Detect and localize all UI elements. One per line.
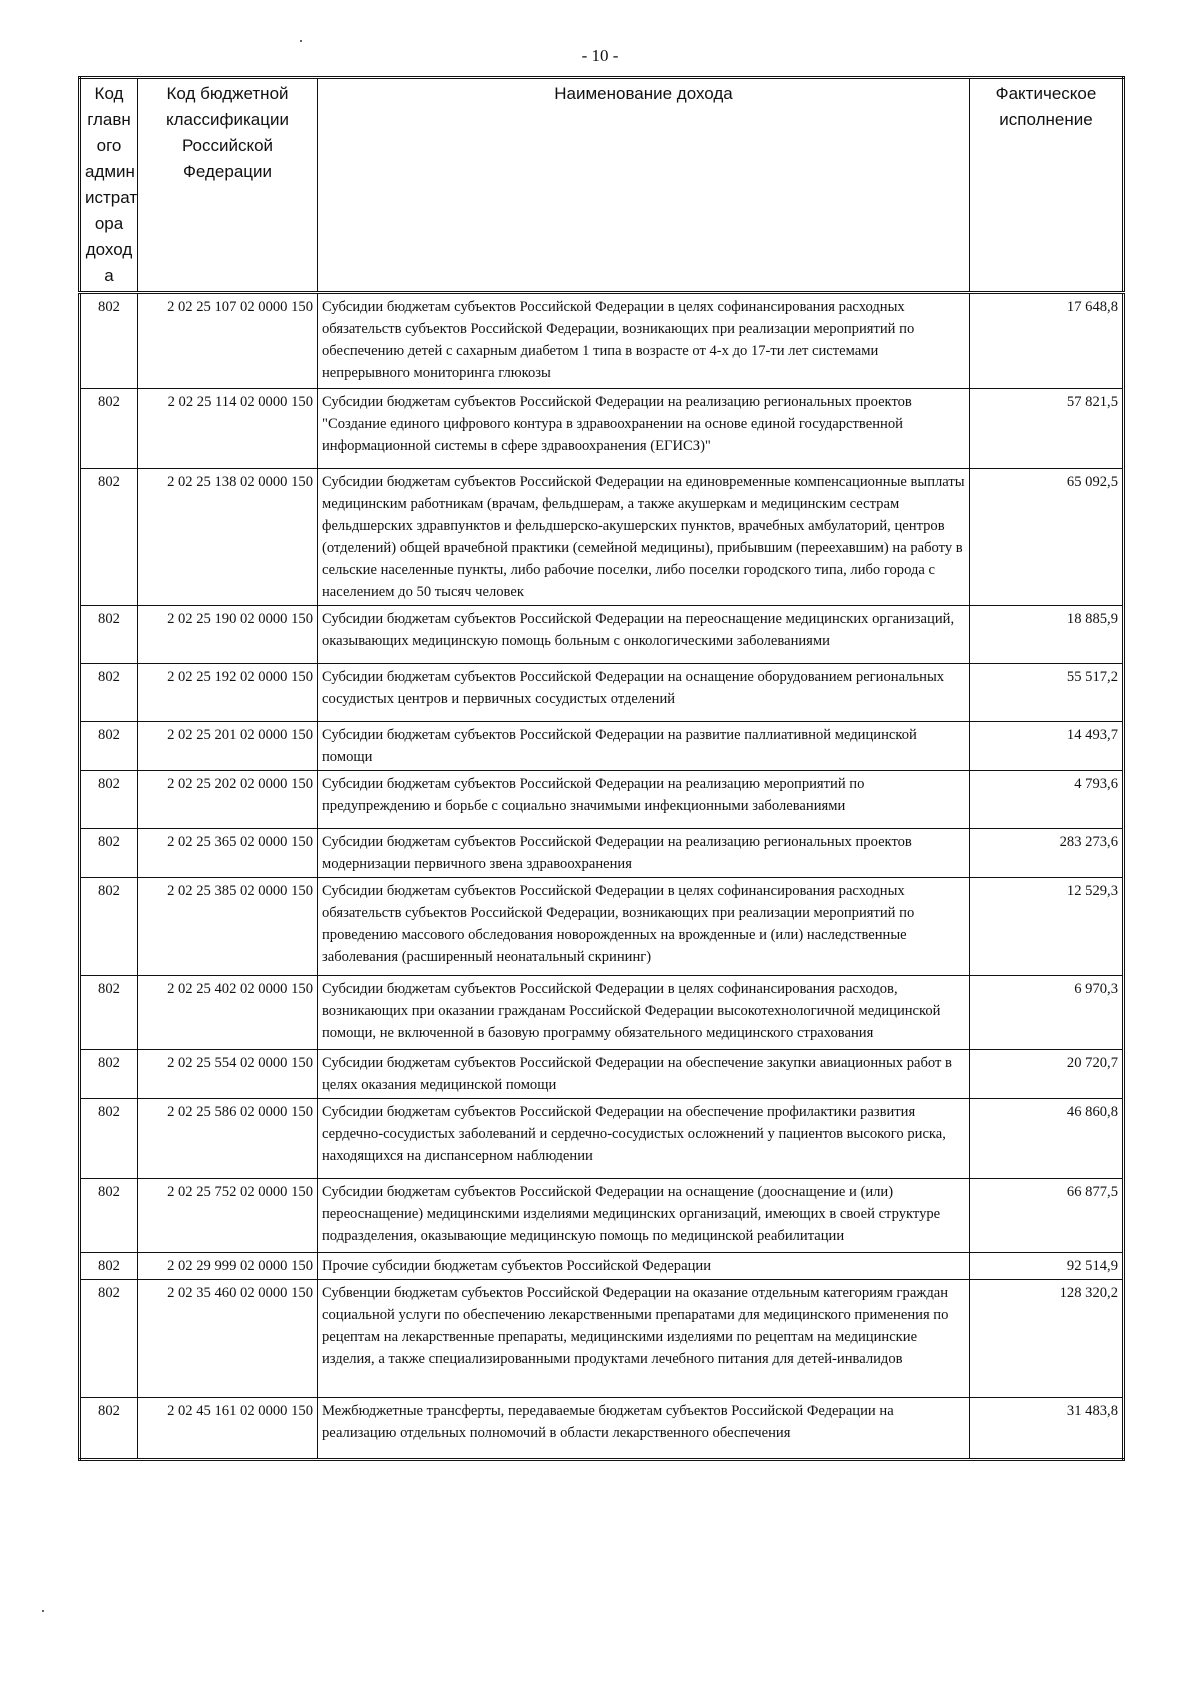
revenue-table xyxy=(78,76,1125,1461)
budget-code-cell: 2 02 25 586 02 0000 150 xyxy=(138,1099,318,1179)
admin-code-cell: 802 xyxy=(80,829,138,878)
table-row xyxy=(80,606,1124,664)
amount-cell: 65 092,5 xyxy=(970,469,1124,606)
admin-code-cell: 802 xyxy=(80,976,138,1050)
admin-code-cell: 802 xyxy=(80,878,138,976)
budget-code-cell: 2 02 25 752 02 0000 150 xyxy=(138,1179,318,1253)
revenue-name-cell: Субсидии бюджетам субъектов Российской Федерации на развитие паллиативной медицинской помощи xyxy=(318,722,970,771)
budget-code-cell: 2 02 45 161 02 0000 150 xyxy=(138,1398,318,1460)
table-row xyxy=(80,1050,1124,1099)
amount-cell: 18 885,9 xyxy=(970,606,1124,664)
revenue-name-cell: Субсидии бюджетам субъектов Российской Федерации на переоснащение медицинских организаций, оказывающих медицинскую помощь больным с онкологическими заболеваниями xyxy=(318,606,970,664)
table-row xyxy=(80,1179,1124,1253)
admin-code-cell: 802 xyxy=(80,1050,138,1099)
amount-cell: 46 860,8 xyxy=(970,1099,1124,1179)
amount-cell: 20 720,7 xyxy=(970,1050,1124,1099)
scan-speck xyxy=(42,1610,44,1612)
budget-code-cell: 2 02 29 999 02 0000 150 xyxy=(138,1253,318,1280)
amount-cell: 6 970,3 xyxy=(970,976,1124,1050)
amount-cell: 31 483,8 xyxy=(970,1398,1124,1460)
table-row xyxy=(80,829,1124,878)
header-actual-execution: Фактическое исполнение xyxy=(970,78,1124,293)
budget-code-cell: 2 02 25 114 02 0000 150 xyxy=(138,389,318,469)
admin-code-cell: 802 xyxy=(80,664,138,722)
table-row xyxy=(80,878,1124,976)
table-row xyxy=(80,1099,1124,1179)
admin-code-cell: 802 xyxy=(80,1179,138,1253)
amount-cell: 12 529,3 xyxy=(970,878,1124,976)
page-number: - 10 - xyxy=(581,46,619,65)
budget-code-cell: 2 02 25 138 02 0000 150 xyxy=(138,469,318,606)
revenue-name-cell: Субсидии бюджетам субъектов Российской Федерации на реализацию региональных проектов модернизации первичного звена здравоохранения xyxy=(318,829,970,878)
budget-code-cell: 2 02 25 402 02 0000 150 xyxy=(138,976,318,1050)
budget-code-cell: 2 02 25 554 02 0000 150 xyxy=(138,1050,318,1099)
revenue-name-cell: Субсидии бюджетам субъектов Российской Федерации в целях софинансирования расходов, возникающих при оказании гражданам Российской Федерации высокотехнологичной медицинской помощи, не включенной в базовую программу обязательного медицинского страхования xyxy=(318,976,970,1050)
revenue-name-cell: Субсидии бюджетам субъектов Российской Федерации на реализацию мероприятий по предупреждению и борьбе с социально значимыми инфекционными заболеваниями xyxy=(318,771,970,829)
budget-code-cell: 2 02 25 202 02 0000 150 xyxy=(138,771,318,829)
table-row xyxy=(80,771,1124,829)
admin-code-cell: 802 xyxy=(80,1253,138,1280)
revenue-name-cell: Субвенции бюджетам субъектов Российской Федерации на оказание отдельным категориям граждан социальной услуги по обеспечению лекарственными препаратами для медицинского применения по рецептам на лекарственные препараты, медицинскими изделиями по рецептам на медицинские изделия, а также специализированными продуктами лечебного питания для детей-инвалидов xyxy=(318,1280,970,1398)
admin-code-cell: 802 xyxy=(80,606,138,664)
table-row xyxy=(80,664,1124,722)
table-row xyxy=(80,1253,1124,1280)
amount-cell: 128 320,2 xyxy=(970,1280,1124,1398)
table-row xyxy=(80,1398,1124,1460)
revenue-name-cell: Прочие субсидии бюджетам субъектов Российской Федерации xyxy=(318,1253,970,1280)
header-budget-code: Код бюджетной классификации Российской Федерации xyxy=(138,78,318,293)
table-row xyxy=(80,293,1124,389)
table-row xyxy=(80,976,1124,1050)
budget-code-cell: 2 02 25 190 02 0000 150 xyxy=(138,606,318,664)
revenue-name-cell: Субсидии бюджетам субъектов Российской Федерации на единовременные компенсационные выплаты медицинским работникам (врачам, фельдшерам, а также акушеркам и медицинским сестрам фельдшерских здравпунктов и фельдшерско-акушерских пунктов, врачебных амбулаторий, центров (отделений) общей врачебной практики (семейной медицины), прибывшим (переехавшим) на работу в сельские населенные пункты, либо рабочие поселки, либо поселки городского типа, либо города с населением до 50 тысяч человек xyxy=(318,469,970,606)
amount-cell: 4 793,6 xyxy=(970,771,1124,829)
budget-code-cell: 2 02 25 385 02 0000 150 xyxy=(138,878,318,976)
table-body xyxy=(80,293,1124,1460)
revenue-name-cell: Субсидии бюджетам субъектов Российской Федерации на оснащение (дооснащение и (или) переоснащение) медицинскими изделиями медицинских организаций, имеющих в своей структуре подразделения, оказывающие медицинскую помощь по медицинской реабилитации xyxy=(318,1179,970,1253)
admin-code-cell: 802 xyxy=(80,389,138,469)
admin-code-cell: 802 xyxy=(80,722,138,771)
revenue-name-cell: Субсидии бюджетам субъектов Российской Федерации на обеспечение закупки авиационных работ в целях оказания медицинской помощи xyxy=(318,1050,970,1099)
amount-cell: 92 514,9 xyxy=(970,1253,1124,1280)
budget-code-cell: 2 02 25 201 02 0000 150 xyxy=(138,722,318,771)
amount-cell: 57 821,5 xyxy=(970,389,1124,469)
header-revenue-name: Наименование дохода xyxy=(318,78,970,293)
admin-code-cell: 802 xyxy=(80,1280,138,1398)
budget-code-cell: 2 02 25 365 02 0000 150 xyxy=(138,829,318,878)
revenue-name-cell: Субсидии бюджетам субъектов Российской Федерации в целях софинансирования расходных обязательств субъектов Российской Федерации, возникающих при реализации мероприятий по обеспечению детей с сахарным диабетом 1 типа в возрасте от 4-х до 17-ти лет системами непрерывного мониторинга глюкозы xyxy=(318,293,970,389)
table-row xyxy=(80,469,1124,606)
admin-code-cell: 802 xyxy=(80,1398,138,1460)
table-header-row xyxy=(80,78,1124,293)
admin-code-cell: 802 xyxy=(80,771,138,829)
amount-cell: 55 517,2 xyxy=(970,664,1124,722)
scan-speck xyxy=(300,40,302,42)
table-row xyxy=(80,389,1124,469)
revenue-name-cell: Субсидии бюджетам субъектов Российской Федерации на реализацию региональных проектов "Создание единого цифрового контура в здравоохранении на основе единой государственной информационной системы в сфере здравоохранения (ЕГИСЗ)" xyxy=(318,389,970,469)
budget-code-cell: 2 02 35 460 02 0000 150 xyxy=(138,1280,318,1398)
admin-code-cell: 802 xyxy=(80,1099,138,1179)
admin-code-cell: 802 xyxy=(80,293,138,389)
amount-cell: 14 493,7 xyxy=(970,722,1124,771)
admin-code-cell: 802 xyxy=(80,469,138,606)
revenue-name-cell: Субсидии бюджетам субъектов Российской Федерации в целях софинансирования расходных обязательств субъектов Российской Федерации, возникающих при реализации мероприятий по проведению массового обследования новорожденных на врожденные и (или) наследственные заболевания (расширенный неонатальный скрининг) xyxy=(318,878,970,976)
revenue-name-cell: Межбюджетные трансферты, передаваемые бюджетам субъектов Российской Федерации на реализацию отдельных полномочий в области лекарственного обеспечения xyxy=(318,1398,970,1460)
amount-cell: 17 648,8 xyxy=(970,293,1124,389)
budget-code-cell: 2 02 25 192 02 0000 150 xyxy=(138,664,318,722)
amount-cell: 66 877,5 xyxy=(970,1179,1124,1253)
revenue-name-cell: Субсидии бюджетам субъектов Российской Федерации на оснащение оборудованием региональных сосудистых центров и первичных сосудистых отделений xyxy=(318,664,970,722)
table-row xyxy=(80,722,1124,771)
table-row xyxy=(80,1280,1124,1398)
budget-code-cell: 2 02 25 107 02 0000 150 xyxy=(138,293,318,389)
header-admin-code: Код главн ого админ истрат ора доход а xyxy=(80,78,138,293)
amount-cell: 283 273,6 xyxy=(970,829,1124,878)
revenue-name-cell: Субсидии бюджетам субъектов Российской Федерации на обеспечение профилактики развития сердечно-сосудистых заболеваний и сердечно-сосудистых осложнений у пациентов высокого риска, находящихся на диспансерном наблюдении xyxy=(318,1099,970,1179)
